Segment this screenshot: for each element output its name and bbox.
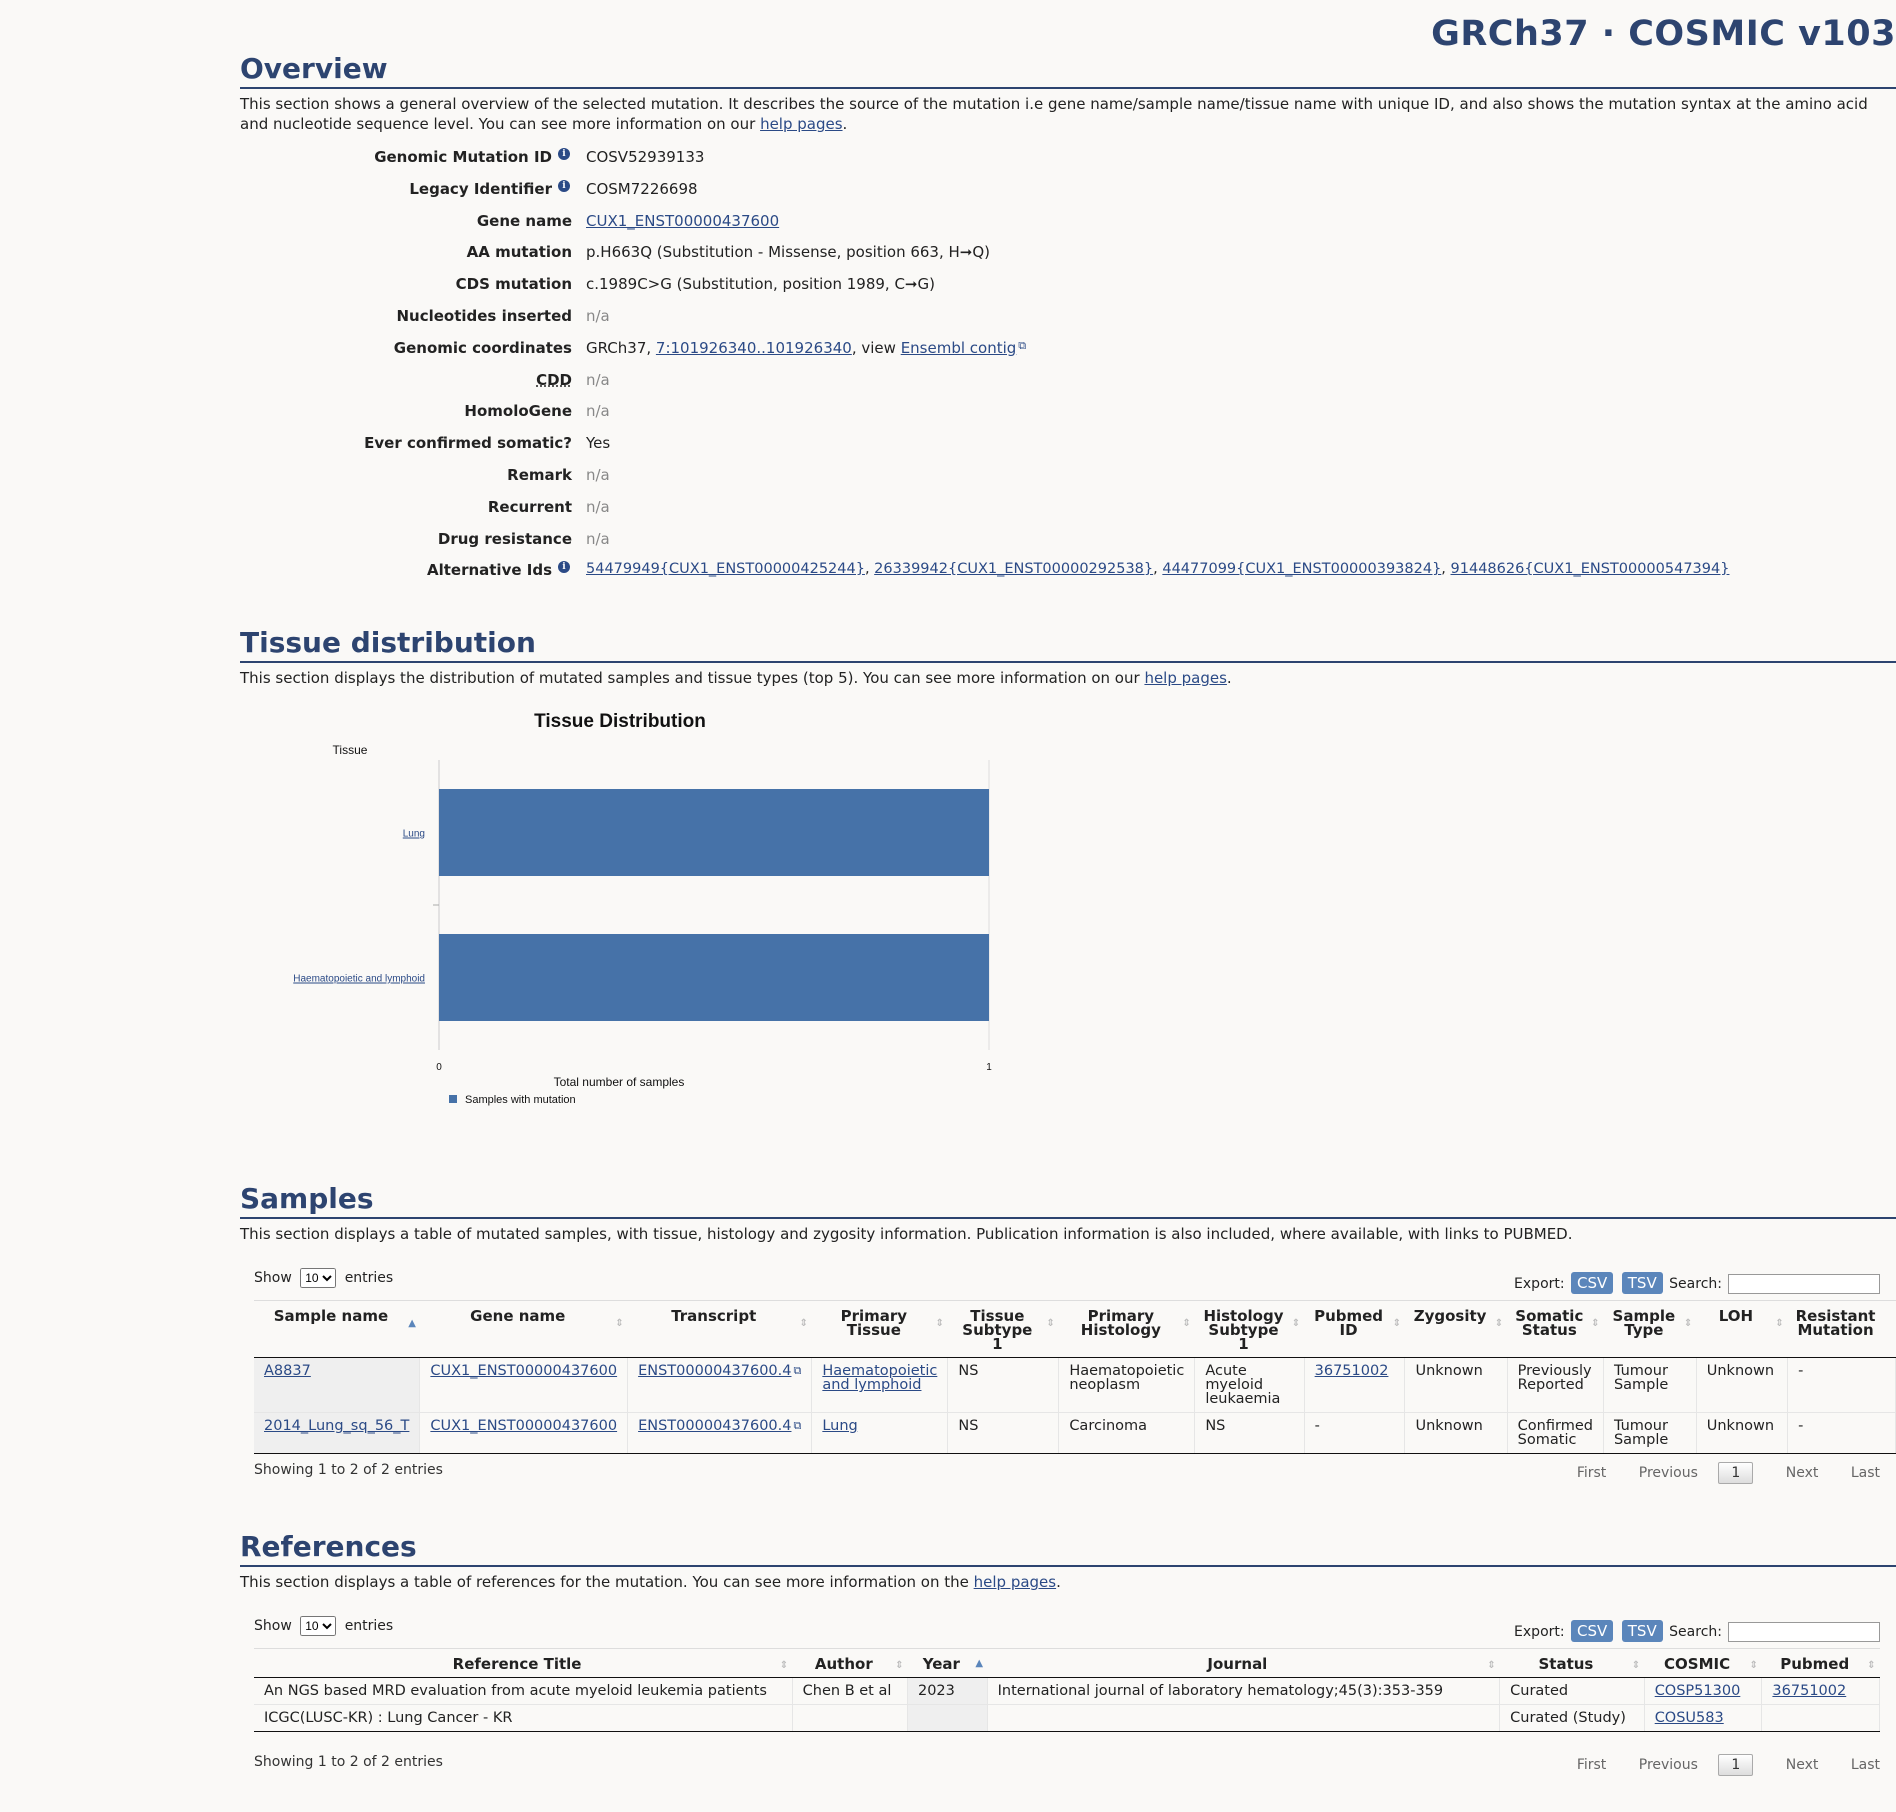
field-genomic-mutation-id [240,148,1140,180]
pubmed-cell [1762,1705,1880,1732]
author-cell: Chen B et al [792,1678,907,1705]
sort-icon: ⇕ [1487,1660,1496,1671]
legacy-identifier-value: COSM7226698 [586,179,698,198]
sort-icon: ⇕ [1182,1318,1191,1329]
status-cell: Curated [1500,1678,1645,1705]
current-page-button[interactable]: 1 [1718,1462,1753,1484]
pubmed-cell: - [1304,1413,1405,1454]
sort-icon: ⇕ [895,1660,904,1671]
chart-category-label[interactable]: Haematopoietic and lymphoid [293,973,425,985]
column-header-histology-subtype[interactable] [1195,1301,1304,1358]
reference-title-cell: An NGS based MRD evaluation from acute myeloid leukemia patients [254,1678,792,1705]
field-gene-name [240,212,1140,244]
resistant-mutation-cell: - [1788,1358,1896,1413]
column-header-tissue-subtype[interactable] [948,1301,1059,1358]
overview-title: Overview [240,52,1896,89]
references-csv-button[interactable]: CSV [1571,1620,1613,1642]
column-header-status[interactable] [1500,1649,1645,1678]
column-header-sample-name[interactable] [254,1301,420,1358]
header-label: Year [922,1655,960,1673]
loh-cell: Unknown [1696,1358,1787,1413]
samples-table [254,1300,1896,1454]
samples-description: This section displays a table of mutated samples, with tissue, histology and zygosity information. Publication information is also included, where available, with links to PUBMED. [240,1225,1573,1243]
tissue-distribution-chart [240,700,1040,1160]
header-label: Zygosity [1413,1307,1487,1325]
field-alternative-ids [240,561,1730,593]
references-header-row [254,1649,1880,1678]
cds-mutation-label: CDS mutation [455,275,572,294]
header-label: Pubmed [1780,1655,1850,1673]
gene-name-link[interactable]: CUX1_ENST00000437600 [430,1418,618,1434]
gene-name-link[interactable]: CUX1_ENST00000437600 [586,211,780,230]
info-icon[interactable]: i [558,180,570,192]
sort-icon: ⇕ [1867,1660,1876,1671]
loh-cell: Unknown [1696,1413,1787,1454]
sort-icon: ⇕ [779,1660,789,1671]
column-header-gene-name[interactable] [420,1301,628,1358]
primary-tissue-link[interactable]: Lung [822,1418,858,1434]
field-homologene [240,402,1140,434]
sample-name-link[interactable]: A8837 [264,1363,311,1379]
table-row [254,1705,1880,1732]
column-header-resistant-mutation[interactable] [1788,1301,1896,1358]
entries-label: entries [344,1270,394,1286]
chart-category-label[interactable]: Lung [402,828,425,840]
previous-page-button[interactable]: Previous [1638,1757,1698,1773]
references-length-control [254,1616,393,1636]
samples-tsv-button[interactable]: TSV [1622,1272,1663,1294]
references-help-link[interactable]: help pages [973,1573,1057,1591]
aa-mutation-label: AA mutation [466,243,572,262]
resistant-mutation-cell: - [1788,1413,1896,1454]
references-table-footer [254,1754,1880,1773]
journal-cell: International journal of laboratory hematology;45(3):353-359 [987,1678,1500,1705]
overview-description [240,94,1876,134]
table-row [254,1678,1880,1705]
references-tsv-button[interactable]: TSV [1622,1620,1663,1642]
cds-mutation-value: c.1989C>G (Substitution, position 1989, C➞G) [586,275,935,294]
column-header-pubmed[interactable] [1762,1649,1880,1678]
field-recurrent [240,498,1140,530]
sample-name-link[interactable]: 2014_Lung_sq_56_T [264,1418,410,1434]
alternative-id-link[interactable]: 44477099{CUX1_ENST00000393824} [1162,561,1442,578]
column-header-year[interactable] [907,1649,987,1678]
alternative-id-link[interactable]: 54479949{CUX1_ENST00000425244} [586,561,865,578]
sort-icon: ⇕ [1494,1318,1504,1329]
info-icon[interactable]: i [558,561,570,573]
entries-label: entries [344,1618,394,1634]
external-link-icon: ⧉ [793,1364,802,1377]
journal-cell [987,1705,1500,1732]
header-label: Primary Tissue [840,1307,908,1339]
references-export-controls [1514,1620,1880,1642]
search-label: Search: [1669,1276,1722,1292]
samples-pagination [1549,1462,1880,1484]
column-header-primary-tissue[interactable] [812,1301,948,1358]
drug-resistance-label: Drug resistance [437,529,572,548]
remark-value: n/a [586,465,610,484]
primary-histology-cell: Carcinoma [1059,1413,1195,1454]
homologene-label: HomoloGene [464,402,572,421]
references-desc-end: . [1056,1573,1061,1591]
references-description [240,1572,1876,1592]
references-pagination [1549,1754,1880,1776]
table-row [254,1358,1896,1413]
remark-label: Remark [507,465,572,484]
nucleotides-inserted-value: n/a [586,306,610,325]
column-header-reference-title[interactable] [254,1649,792,1678]
header-label: Tissue Subtype 1 [962,1307,1033,1353]
tissue-desc-text: This section displays the distribution of mutated samples and tissue types (top 5). You can see more information on our [240,669,1145,687]
samples-title: Samples [240,1182,1896,1219]
first-page-button[interactable]: First [1576,1465,1607,1481]
chart-x-axis-label: Total number of samples [553,1075,685,1089]
samples-table-footer [254,1462,1880,1481]
column-header-loh[interactable] [1696,1301,1787,1358]
primary-histology-cell: Haematopoietic neoplasm [1059,1358,1195,1413]
histology-subtype-cell: Acute myeloid leukaemia [1195,1358,1304,1413]
assembly-text: GRCh37, [586,338,656,357]
reference-title-cell: ICGC(LUSC-KR) : Lung Cancer - KR [254,1705,792,1732]
sort-icon: ⇕ [1591,1318,1600,1329]
header-label: Sample name [273,1307,389,1325]
table-row [254,1413,1896,1454]
field-remark [240,466,1140,498]
cdd-label: CDD [536,370,572,389]
cosmic-link[interactable]: COSU583 [1654,1710,1724,1726]
samples-length-control [254,1268,393,1288]
chart-y-axis-label: Tissue [332,743,368,757]
first-page-button[interactable]: First [1576,1757,1607,1773]
tissue-distribution-title: Tissue distribution [240,626,1896,663]
nucleotides-inserted-label: Nucleotides inserted [396,306,572,325]
chart-bar [439,789,989,876]
header-label: Transcript [671,1307,757,1325]
ever-confirmed-value: Yes [586,434,611,453]
chart-legend-label: Samples with mutation [465,1094,576,1106]
field-drug-resistance [240,530,1140,562]
header-label: Gene name [470,1307,566,1325]
gene-name-label: Gene name [476,211,572,230]
zygosity-cell: Unknown [1405,1413,1507,1454]
overview-desc-end: . [842,115,848,133]
previous-page-button[interactable]: Previous [1638,1465,1698,1481]
year-cell: 2023 [907,1678,987,1705]
ensembl-contig-link[interactable]: Ensembl contig [900,338,1017,357]
sort-icon: ⇕ [1775,1318,1784,1329]
references-title: References [240,1530,1896,1567]
show-label: Show [254,1618,292,1634]
sort-icon: ⇕ [799,1318,808,1329]
export-label: Export: [1514,1276,1565,1292]
histology-subtype-cell: NS [1195,1413,1304,1454]
coordinates-link[interactable]: 7:101926340..101926340 [655,338,852,357]
sample-type-cell: Tumour Sample [1603,1358,1696,1413]
cosmic-link[interactable]: COSP51300 [1654,1683,1741,1699]
column-header-transcript[interactable] [628,1301,812,1358]
header-label: Somatic Status [1515,1307,1584,1339]
status-cell: Curated (Study) [1500,1705,1645,1732]
sort-icon: ⇕ [615,1318,624,1329]
field-genomic-coordinates [240,339,1140,371]
column-header-pubmed-id[interactable] [1304,1301,1405,1358]
view-text: , view [851,338,901,357]
sort-icon: ⇕ [1631,1660,1641,1671]
chart-bar [439,934,989,1021]
zygosity-cell: Unknown [1405,1358,1507,1413]
sort-icon: ⇕ [1683,1318,1693,1329]
references-info-text: Showing 1 to 2 of 2 entries [254,1754,443,1770]
export-label: Export: [1514,1624,1565,1640]
aa-mutation-value: p.H663Q (Substitution - Missense, position 663, H➞Q) [586,243,991,262]
field-ever-confirmed-somatic [240,434,1140,466]
alternative-ids-value: 54479949{CUX1_ENST00000425244}, 26339942{CUX1_ENST00000292538}, 44477099{CUX1_ENST00000393824}, 91448626{CUX1_ENST00000547394} [586,561,1730,578]
drug-resistance-value: n/a [586,529,610,548]
field-legacy-identifier [240,180,1140,212]
samples-header-row [254,1301,1896,1358]
sample-type-cell: Tumour Sample [1603,1413,1696,1454]
references-table [254,1648,1880,1732]
column-header-zygosity[interactable] [1405,1301,1507,1358]
header-label: Primary Histology [1080,1307,1161,1339]
primary-tissue-link[interactable]: Haematopoietic and lymphoid [822,1363,938,1393]
column-header-author[interactable] [792,1649,907,1678]
chart-legend-swatch [449,1095,457,1103]
header-label: Histology Subtype 1 [1203,1307,1284,1353]
show-label: Show [254,1270,292,1286]
alternative-ids-label: Alternative Ids [426,561,552,580]
header-label: Resistant Mutation [1795,1307,1876,1339]
samples-page-size-select[interactable] [300,1268,336,1288]
genomic-coordinates-value [586,339,1026,357]
field-cds-mutation [240,275,1140,307]
next-page-button[interactable]: Next [1785,1465,1819,1481]
gene-name-link[interactable]: CUX1_ENST00000437600 [430,1363,618,1379]
transcript-link[interactable]: ENST00000437600.4 [638,1418,792,1434]
samples-info-text: Showing 1 to 2 of 2 entries [254,1462,443,1478]
tissue-desc-end: . [1226,669,1232,687]
column-header-somatic-status[interactable] [1507,1301,1603,1358]
chart-title: Tissue Distribution [534,711,706,732]
somatic-status-cell: Confirmed Somatic [1507,1413,1603,1454]
header-label: Author [814,1655,873,1673]
sort-icon: ⇕ [935,1318,944,1329]
brand-title: GRCh37 · COSMIC v103 [1431,14,1896,54]
transcript-link[interactable]: ENST00000437600.4 [638,1363,792,1379]
header-label: Reference Title [452,1655,582,1673]
sort-icon: ⇕ [1749,1660,1758,1671]
last-page-button[interactable]: Last [1850,1757,1880,1773]
genomic-coordinates-label: Genomic coordinates [393,338,572,357]
pubmed-link[interactable]: 36751002 [1314,1363,1389,1379]
info-icon[interactable]: i [558,148,570,160]
sort-icon: ⇕ [1392,1318,1401,1329]
tissue-help-link[interactable]: help pages [1144,669,1227,687]
header-label: Sample Type [1612,1307,1676,1339]
header-label: Status [1538,1655,1594,1673]
sort-icon: ⇕ [1291,1318,1301,1329]
cdd-value: n/a [586,370,610,389]
ever-confirmed-label: Ever confirmed somatic? [364,434,572,453]
external-link-icon: ⧉ [1018,338,1027,352]
overview-help-link[interactable]: help pages [760,115,843,133]
header-label: Journal [1207,1655,1268,1673]
homologene-value: n/a [586,402,610,421]
alternative-id-link[interactable]: 91448626{CUX1_ENST00000547394} [1450,561,1730,578]
header-label: LOH [1718,1307,1754,1325]
tissue-subtype-cell: NS [948,1413,1059,1454]
references-search-input[interactable] [1728,1622,1880,1642]
column-header-journal[interactable] [987,1649,1500,1678]
pubmed-link[interactable]: 36751002 [1772,1683,1847,1699]
search-label: Search: [1669,1624,1722,1640]
tissue-description [240,668,1876,688]
column-header-primary-histology[interactable] [1059,1301,1195,1358]
field-aa-mutation [240,243,1140,275]
sort-icon: ⇕ [1046,1318,1055,1329]
field-nucleotides-inserted [240,307,1140,339]
samples-search-input[interactable] [1728,1274,1880,1294]
author-cell [792,1705,907,1732]
genomic-mutation-id-label: Genomic Mutation ID [374,148,552,166]
sort-asc-icon: ▲ [408,1318,416,1329]
current-page-button[interactable]: 1 [1718,1754,1753,1776]
references-page-size-select[interactable] [300,1616,336,1636]
somatic-status-cell: Previously Reported [1507,1358,1603,1413]
references-desc-text: This section displays a table of references for the mutation. You can see more information on the [240,1573,974,1591]
tissue-subtype-cell: NS [948,1358,1059,1413]
next-page-button[interactable]: Next [1785,1757,1819,1773]
year-cell [907,1705,987,1732]
field-cdd [240,371,1140,403]
sort-asc-icon: ▲ [975,1658,984,1669]
external-link-icon: ⧉ [793,1419,802,1432]
last-page-button[interactable]: Last [1850,1465,1880,1481]
column-header-cosmic[interactable] [1644,1649,1762,1678]
samples-export-controls [1514,1272,1880,1294]
recurrent-label: Recurrent [487,497,572,516]
overview-desc-text: This section shows a general overview of the selected mutation. It describes the source of the mutation i.e gene name/sample name/tissue name with unique ID, and also shows the mutation syntax at the amino acid and nucleotide sequence level. You can see more information on our [240,95,1868,133]
chart-x-tick-label: 1 [986,1062,992,1073]
alternative-id-link[interactable]: 26339942{CUX1_ENST00000292538} [874,561,1154,578]
chart-x-tick-label: 0 [436,1062,442,1073]
recurrent-value: n/a [586,497,610,516]
overview-fields [240,148,1730,593]
genomic-mutation-id-value: COSV52939133 [586,148,705,166]
samples-csv-button[interactable]: CSV [1571,1272,1613,1294]
header-label: Pubmed ID [1314,1307,1384,1339]
column-header-sample-type[interactable] [1603,1301,1696,1358]
header-label: COSMIC [1664,1655,1731,1673]
legacy-identifier-label: Legacy Identifier [409,179,552,198]
